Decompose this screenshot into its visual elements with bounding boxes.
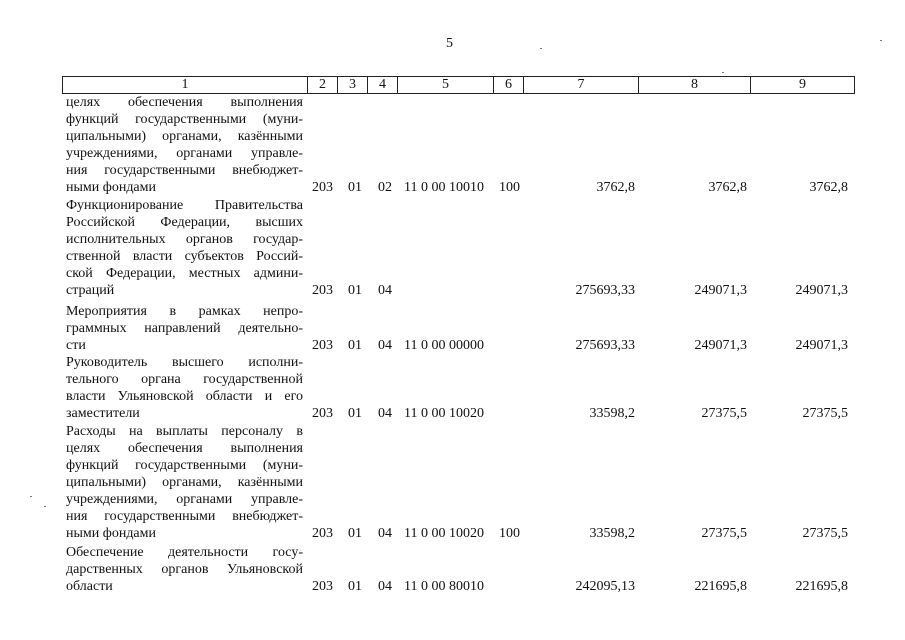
target-article-code: 11 0 00 00000 — [404, 338, 484, 353]
description-line: ния государственными внебюджет- — [66, 509, 303, 524]
admin-code: 203 — [312, 338, 333, 353]
target-article-code: 11 0 00 80010 — [404, 579, 484, 594]
description-line: исполнительных органов государ- — [66, 232, 303, 247]
description-line: ципальными) органами, казёнными — [66, 129, 303, 144]
subsection-code: 04 — [378, 338, 392, 353]
description-line: Руководитель высшего исполни- — [66, 355, 303, 370]
amount-col-7: 3762,8 — [596, 180, 635, 195]
description-line: Российской Федерации, высших — [66, 215, 303, 230]
amount-col-9: 249071,3 — [795, 338, 848, 353]
description-line: функций государственными (муни- — [66, 458, 303, 473]
amount-col-9: 249071,3 — [795, 283, 848, 298]
header-col-7: 7 — [524, 77, 639, 94]
header-col-6: 6 — [494, 77, 524, 94]
subsection-code: 04 — [378, 579, 392, 594]
amount-col-7: 275693,33 — [575, 283, 635, 298]
admin-code: 203 — [312, 526, 333, 541]
header-col-5: 5 — [398, 77, 494, 94]
subsection-code: 04 — [378, 283, 392, 298]
header-col-1: 1 — [63, 77, 308, 94]
amount-col-7: 275693,33 — [575, 338, 635, 353]
amount-col-8: 27375,5 — [701, 526, 747, 541]
amount-col-8: 221695,8 — [694, 579, 747, 594]
description-line: страций — [66, 283, 115, 298]
amount-col-8: 27375,5 — [701, 406, 747, 421]
amount-col-7: 33598,2 — [589, 406, 635, 421]
description-line: целях обеспечения выполнения — [66, 95, 303, 110]
row-description — [66, 303, 303, 354]
section-code: 01 — [348, 180, 362, 195]
description-line: Мероприятия в рамках непро- — [66, 304, 303, 319]
page-number: 5 — [446, 36, 453, 51]
description-line: сти — [66, 338, 86, 353]
description-line: учреждениями, органами управле- — [66, 492, 303, 507]
description-line: целях обеспечения выполнения — [66, 441, 303, 456]
description-line: Функционирование Правительства — [66, 198, 303, 213]
header-col-3: 3 — [338, 77, 368, 94]
amount-col-9: 27375,5 — [802, 406, 848, 421]
amount-col-7: 242095,13 — [575, 579, 635, 594]
subsection-code: 02 — [378, 180, 392, 195]
amount-col-9: 27375,5 — [802, 526, 848, 541]
target-article-code: 11 0 00 10020 — [404, 526, 484, 541]
description-line: граммных направлений деятельно- — [66, 321, 303, 336]
header-col-9: 9 — [751, 77, 855, 94]
description-line: ципальными) органами, казёнными — [66, 475, 303, 490]
description-line: власти Ульяновской области и его — [66, 389, 303, 404]
description-line: Расходы на выплаты персоналу в — [66, 424, 303, 439]
description-line: тельного органа государственной — [66, 372, 303, 387]
amount-col-7: 33598,2 — [589, 526, 635, 541]
header-col-8: 8 — [639, 77, 751, 94]
expense-type-code: 100 — [499, 180, 520, 195]
description-line: функций государственными (муни- — [66, 112, 303, 127]
description-line: заместители — [66, 406, 140, 421]
description-line: дарственных органов Ульяновской — [66, 562, 303, 577]
header-col-4: 4 — [368, 77, 398, 94]
amount-col-8: 249071,3 — [694, 338, 747, 353]
section-code: 01 — [348, 338, 362, 353]
description-line: ными фондами — [66, 526, 157, 541]
section-code: 01 — [348, 283, 362, 298]
row-description — [66, 197, 303, 299]
description-line: ской Федерации, местных админи- — [66, 266, 303, 281]
expense-type-code: 100 — [499, 526, 520, 541]
target-article-code: 11 0 00 10020 — [404, 406, 484, 421]
admin-code: 203 — [312, 180, 333, 195]
row-description — [66, 544, 303, 595]
description-line: ния государственными внебюджет- — [66, 163, 303, 178]
admin-code: 203 — [312, 406, 333, 421]
admin-code: 203 — [312, 579, 333, 594]
row-description — [66, 354, 303, 422]
amount-col-9: 221695,8 — [795, 579, 848, 594]
amount-col-8: 249071,3 — [694, 283, 747, 298]
amount-col-9: 3762,8 — [809, 180, 848, 195]
target-article-code: 11 0 00 10010 — [404, 180, 484, 195]
section-code: 01 — [348, 526, 362, 541]
description-line: Обеспечение деятельности госу- — [66, 545, 303, 560]
amount-col-8: 3762,8 — [708, 180, 747, 195]
subsection-code: 04 — [378, 406, 392, 421]
subsection-code: 04 — [378, 526, 392, 541]
section-code: 01 — [348, 579, 362, 594]
row-description — [66, 94, 303, 196]
description-line: ными фондами — [66, 180, 157, 195]
description-line: области — [66, 579, 113, 594]
admin-code: 203 — [312, 283, 333, 298]
description-line: ственной власти субъектов Россий- — [66, 249, 303, 264]
header-col-2: 2 — [308, 77, 338, 94]
section-code: 01 — [348, 406, 362, 421]
row-description — [66, 423, 303, 542]
description-line: учреждениями, органами управле- — [66, 146, 303, 161]
